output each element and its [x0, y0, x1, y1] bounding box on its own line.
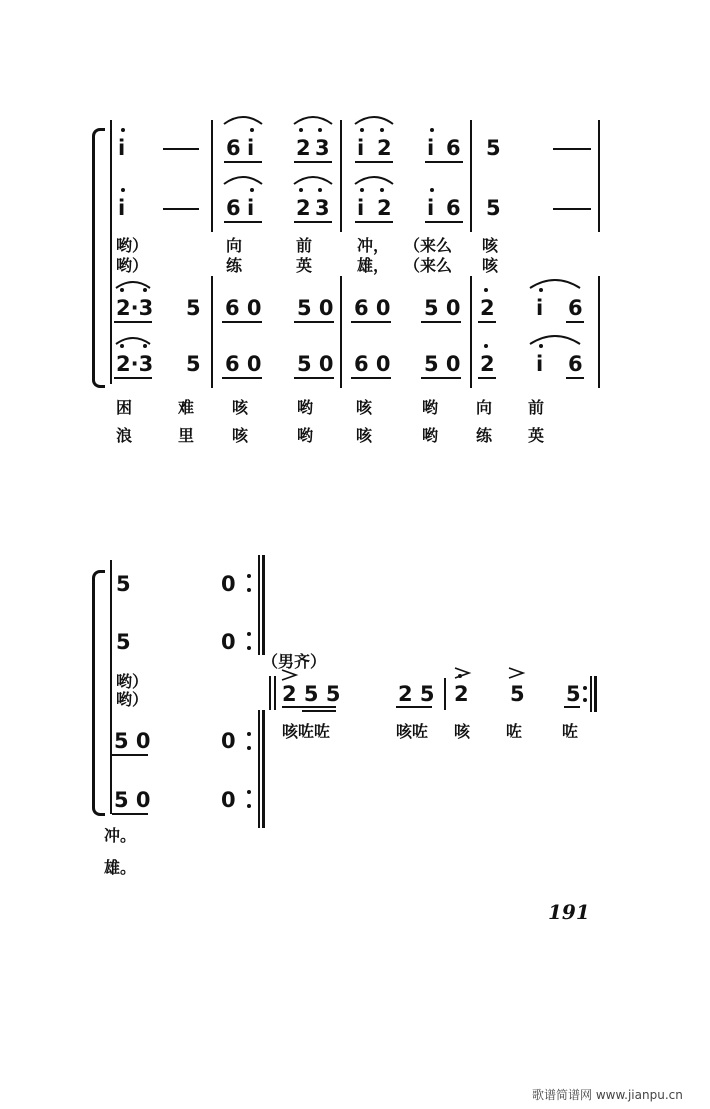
lyric: 难 — [178, 398, 195, 417]
repeat-dot — [247, 804, 251, 808]
lyric: 咳 — [356, 398, 373, 417]
lyric: 哟） — [116, 690, 149, 709]
underline — [112, 813, 148, 815]
note: i — [247, 136, 255, 160]
note: 6 0 — [354, 296, 391, 320]
note: i — [247, 196, 255, 220]
note: 5 0 — [114, 729, 151, 753]
barline-thick — [262, 710, 265, 828]
note: 6 0 — [354, 352, 391, 376]
lyric: （来么 — [404, 236, 453, 255]
barline-thick — [594, 676, 597, 712]
note: i — [357, 196, 365, 220]
note: i — [357, 136, 365, 160]
underline — [564, 706, 580, 708]
lyric: 哟） — [116, 236, 149, 255]
note: 2 — [454, 682, 469, 706]
note: 2 — [296, 196, 311, 220]
page-number: 191 — [548, 900, 590, 924]
note: i — [536, 296, 544, 320]
lyric: 咳 — [482, 256, 499, 275]
lyric: 哟 — [297, 426, 314, 445]
underline — [112, 754, 148, 756]
note: 6 — [226, 196, 241, 220]
note: 2 — [480, 296, 495, 320]
lyric: 咗 — [562, 722, 579, 741]
barline — [590, 676, 592, 712]
lyric: 里 — [178, 426, 195, 445]
lyric: 向 — [226, 236, 243, 255]
note: 6 — [446, 196, 461, 220]
note: 5 0 — [297, 296, 334, 320]
lyric: 哟） — [116, 672, 149, 691]
note: i — [118, 196, 126, 220]
lyric: 前 — [296, 236, 313, 255]
lyric: 咳咗 — [396, 722, 429, 741]
note: 6 — [568, 352, 583, 376]
note: 5 — [116, 630, 131, 654]
note: 5 — [486, 196, 501, 220]
note: 6 — [226, 136, 241, 160]
note: 6 — [446, 136, 461, 160]
lyric: 英 — [296, 256, 313, 275]
male-unison-label: （男齐） — [262, 652, 327, 671]
lyric: 咳咗咗 — [282, 722, 331, 741]
note: 5 0 — [297, 352, 334, 376]
note: 6 0 — [225, 296, 262, 320]
lyric: 英 — [528, 426, 545, 445]
note: 6 0 — [225, 352, 262, 376]
note: i — [118, 136, 126, 160]
repeat-dot — [247, 732, 251, 736]
repeat-dot — [583, 698, 587, 702]
watermark: 歌谱简谱网 www.jianpu.cn — [532, 1088, 683, 1102]
note: 5 0 — [424, 296, 461, 320]
note: 2·3 — [116, 352, 154, 376]
note: 0 — [221, 630, 236, 654]
lyric: 哟 — [297, 398, 314, 417]
lyric: 咳 — [356, 426, 373, 445]
note: 2 — [296, 136, 311, 160]
note: 2 — [480, 352, 495, 376]
lyric: 咳 — [232, 398, 249, 417]
note: 5 — [186, 352, 201, 376]
note: 3 — [315, 136, 330, 160]
lyric: 咳 — [232, 426, 249, 445]
underline — [282, 706, 336, 708]
note: 6 — [568, 296, 583, 320]
lyric: 咗 — [506, 722, 523, 741]
note: 5 0 — [424, 352, 461, 376]
note: i — [536, 352, 544, 376]
note: 0 — [221, 788, 236, 812]
lyric: （来么 — [404, 256, 453, 275]
note: 3 — [315, 196, 330, 220]
lyric: 咳 — [454, 722, 471, 741]
note: 2·3 — [116, 296, 154, 320]
note: i — [427, 196, 435, 220]
note: 2 — [377, 196, 392, 220]
note: i — [427, 136, 435, 160]
lyric: 咳 — [482, 236, 499, 255]
lyric: 浪 — [116, 426, 133, 445]
note: 5 — [486, 136, 501, 160]
lyric: 练 — [476, 426, 493, 445]
note: 0 — [221, 572, 236, 596]
note: 5 — [186, 296, 201, 320]
repeat-dot — [247, 746, 251, 750]
lyric: 哟 — [422, 426, 439, 445]
lyric: 雄。 — [104, 858, 137, 877]
underline — [396, 706, 432, 708]
note: 2 — [377, 136, 392, 160]
note: 5 0 — [114, 788, 151, 812]
underline — [302, 710, 336, 712]
lyric: 哟） — [116, 256, 149, 275]
barline — [258, 710, 260, 828]
lyric: 冲， — [357, 236, 390, 255]
note: 5 — [566, 682, 581, 706]
note: 5 — [510, 682, 525, 706]
lyric: 哟 — [422, 398, 439, 417]
lyric: 练 — [226, 256, 243, 275]
note: 0 — [221, 729, 236, 753]
lyric: 雄， — [357, 256, 390, 275]
lyric: 困 — [116, 398, 133, 417]
repeat-dot — [583, 686, 587, 690]
note: 5 — [116, 572, 131, 596]
note: 2 5 — [398, 682, 435, 706]
high-dot — [458, 674, 462, 678]
repeat-dot — [247, 790, 251, 794]
lyric: 前 — [528, 398, 545, 417]
lyric: 向 — [476, 398, 493, 417]
barline — [444, 678, 446, 710]
lyric: 冲。 — [104, 826, 137, 845]
note: 2 5 5 — [282, 682, 341, 706]
